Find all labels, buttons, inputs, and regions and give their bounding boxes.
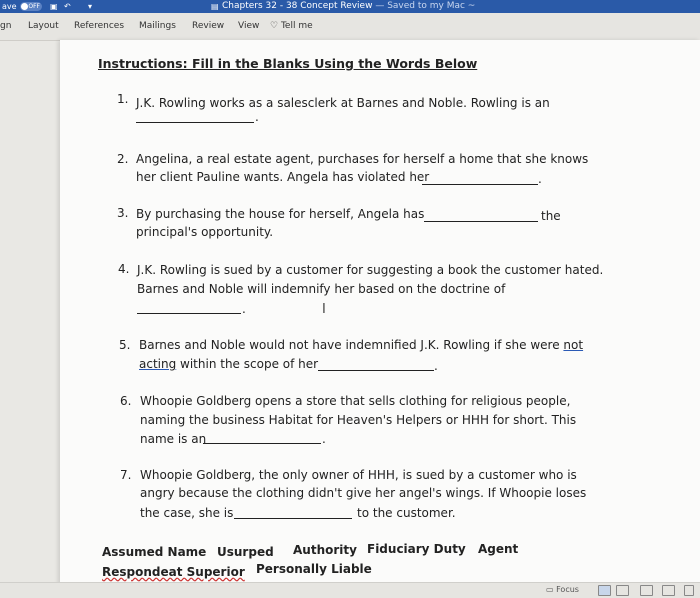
question-text: By purchasing the house for herself, Angela has [136,207,425,221]
undo-icon[interactable]: ↶ [64,2,71,11]
question-text: Angelina, a real estate agent, purchases for herself a home that she knows [136,152,589,166]
question-number: 5. [119,338,131,352]
focus-button[interactable]: ▭ Focus [546,585,579,594]
zoom-out-icon[interactable] [684,585,694,596]
answer-blank[interactable] [424,221,538,222]
question-number: 3. [117,206,129,220]
customize-icon[interactable]: ▾ [88,2,93,11]
answer-blank[interactable] [318,370,434,371]
period: . [538,172,542,186]
title-bar [0,0,700,13]
question-text: her client Pauline wants. Angela has violated her [136,170,430,184]
save-icon[interactable]: ▣ [50,2,58,11]
word-bank-fiduciary-duty: Fiduciary Duty [367,542,466,556]
question-text: principal's opportunity. [136,225,274,239]
tab-design[interactable]: gn [0,21,12,31]
period: . [322,432,326,446]
question-text: J.K. Rowling works as a salesclerk at Barnes and Noble. Rowling is an [136,96,550,110]
word-bank-personally-liable: Personally Liable [256,562,372,576]
question-text: Barnes and Noble would not have indemnified J.K. Rowling if she were not [139,338,584,352]
tell-me-search[interactable] [270,21,313,31]
question-text: angry because the clothing didn't give her angel's wings. If Whoopie loses [140,486,587,500]
answer-blank[interactable] [137,313,241,314]
period: . [255,110,259,124]
saved-status: — Saved to my Mac ~ [375,1,476,11]
word-bank-respondeat-superior: Respondeat Superior [102,565,245,579]
toggle-knob [21,3,28,10]
tab-layout[interactable]: Layout [28,21,59,31]
answer-blank[interactable] [136,122,254,123]
question-text: the case, she is [140,506,234,520]
tab-review[interactable]: Review [192,21,225,31]
answer-blank[interactable] [234,518,352,519]
question-text: Barnes and Noble will indemnify her based on the doctrine of [137,282,506,296]
question-text: to the customer. [357,506,456,520]
question-text: acting within the scope of her [139,357,319,371]
answer-blank[interactable] [203,443,321,444]
lightbulb-icon: ♡ [270,21,279,31]
draft-view-icon[interactable] [662,585,675,596]
autosave-label: ave [2,2,17,11]
toggle-label: OFF [28,3,40,10]
ribbon [0,13,700,41]
question-number: 7. [120,468,132,482]
tab-references[interactable]: References [74,21,125,31]
question-text: Whoopie Goldberg, the only owner of HHH, is sued by a customer who is [140,468,577,482]
question-text: name is an [140,432,207,446]
word-bank-agent: Agent [478,542,519,556]
word-bank-usurped: Usurped [217,545,274,559]
question-number: 4. [118,262,130,276]
answer-blank[interactable] [422,184,538,185]
period: . [242,302,246,316]
document-title: Chapters 32 - 38 Concept Review — Saved to my Mac ~ [222,1,476,11]
document-page[interactable] [60,40,700,597]
word-bank-authority: Authority [293,543,357,557]
document-icon: ▤ [211,2,219,11]
question-text: J.K. Rowling is sued by a customer for suggesting a book the customer hated. [137,263,604,277]
question-number: 2. [117,152,129,166]
question-text: naming the business Habitat for Heaven's Helpers or HHH for short. This [140,413,577,427]
outline-view-icon[interactable] [640,585,653,596]
text-cursor-icon: I [322,302,326,317]
question-number: 6. [120,394,132,408]
tab-view[interactable]: View [238,21,260,31]
instructions-heading: Instructions: Fill in the Blanks Using the Words Below [98,56,478,71]
tab-mailings[interactable]: Mailings [139,21,176,31]
autosave-toggle[interactable] [20,2,42,11]
print-layout-icon[interactable] [598,585,611,596]
question-text: Whoopie Goldberg opens a store that sells clothing for religious people, [140,394,571,408]
question-text: the [541,209,561,223]
question-number: 1. [117,92,129,106]
tell-me-label: Tell me [280,21,313,31]
web-layout-icon[interactable] [616,585,629,596]
word-bank-assumed-name: Assumed Name [102,545,207,559]
status-bar [0,582,700,598]
period: . [434,359,438,373]
